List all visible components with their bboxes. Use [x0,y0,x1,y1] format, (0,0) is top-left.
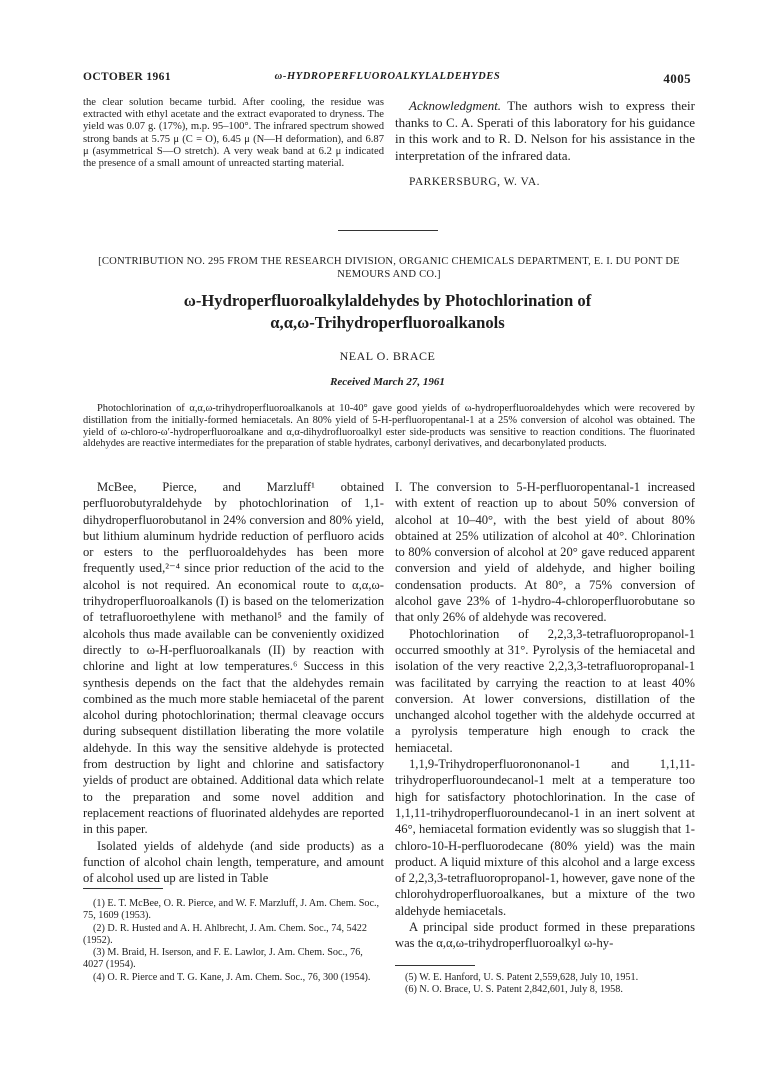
body-paragraph: McBee, Pierce, and Marzluff¹ obtained perfluorobutyraldehyde by photochlorination of 1,1-dihydroperfluorobutanol in 24% conversion and 80% yield, but lithium aluminum hydride reduction of perfluoro acids or esters to the perfluoroaldehydes has been more frequently used,²⁻⁴ since prior reduction of the acid to the alcohol is not required. An economical route to α,α,ω-trihydroperfluoroalkanols (I) is based on the telomerization of tetrafluoroethylene with methanol⁵ and the family of alcohols thus made available can be conveniently oxidized directly to ω-H-perfluoroalkanals (II) by reaction with chlorine and light at low temperatures.⁶ Success in this synthesis depends on the fact that the aldehydes remain combined as the much more stable hemiacetal of the parent alcohol during photochlorination; thermal cleavage occurs during subsequent distillation liberating the more volatile aldehyde. In this way the sensitive aldehyde is protected from destruction by light and chlorine and satisfactory yields of product are obtained. Additional data which relate to the preparation and some novel addition and replacement reactions of fluorinated aldehydes are reported in this paper. [83,480,384,837]
footnote: (1) E. T. McBee, O. R. Pierce, and W. F. Marzluff, J. Am. Chem. Soc., 75, 1609 (1953). [83,898,380,922]
footnote-divider-right [395,965,475,966]
footnotes-right [395,972,695,997]
location-line: PARKERSBURG, W. VA. [409,176,541,189]
acknowledgment-text: The authors wish to express their thanks to C. A. Sperati of this laboratory for his guidance in this work and to R. D. Nelson for his assistance in the interpretation of the infrared data. [395,98,695,163]
footnote: (6) N. O. Brace, U. S. Patent 2,842,601, July 8, 1958. [405,984,623,996]
body-paragraph: Photochlorination of 2,2,3,3-tetrafluoropropanol-1 occurred smoothly at 31°. Pyrolysis of the hemiacetal and isolation of the very reactive 2,2,3,3-tetrafluoropropanal-1 was facilitated by carrying the reaction to at least 40% conversion. At lower conversions, distillation of the unchanged alcohol together with the aldehyde occurred at a pyrolysis temperature high enough to crack the hemiacetal. [395,626,695,755]
body-right-column [395,479,695,952]
previous-article-experimental [83,97,384,170]
article-title-line-1: ω-Hydroperfluoroalkylaldehydes by Photochlorination of [183,291,592,310]
body-paragraph: A principal side product formed in these preparations was the α,α,ω-trihydroperfluoroalkyl ω-hy- [395,920,695,951]
footnote: (5) W. E. Hanford, U. S. Patent 2,559,628, July 10, 1951. [405,972,639,983]
footnote: (2) D. R. Husted and A. H. Ahlbrecht, J. Am. Chem. Soc., 74, 5422 (1952). [83,922,367,946]
contribution-note: [CONTRIBUTION NO. 295 FROM THE RESEARCH DIVISION, ORGANIC CHEMICALS DEPARTMENT, E. I. DU PONT DE NEMOURS AND CO.] [98,256,680,280]
section-divider [338,230,438,231]
experimental-paragraph: the clear solution became turbid. After cooling, the residue was extracted with ethyl acetate and the extract evaporated to dryness. The yield was 0.07 g. (17%), m.p. 95–100°. The infrared spectrum showed strong bands at 5.75 μ (C = O), 6.45 μ (N—H deformation), and 6.87 μ (asymmetrical S—O stretch). A very weak band at 6.2 μ indicated the presence of a small amount of unreacted starting material. [83,97,384,170]
article-title [0,290,775,334]
abstract: Photochlorination of α,α,ω-trihydroperfluoroalkanols at 10-40° gave good yields of ω-hydroperfluoroaldehydes which were recovered by distillation from the initially-formed hemiacetals. An 80% yield of 5-H-perfluoropentanal-1 at a 25% conversion of alcohol was obtained. The yield of ω-chloro-ω′-hydroperfluoroalkane and α,α-dihydrofluoroalkyl ester side-products was sensitive to reaction conditions. The fluorinated aldehydes are reactive intermediates for the preparation of stable hydrates, carbonyl derivatives, and decarbonylated products. [83,403,695,450]
footnote-divider-left [83,888,163,889]
article-title-line-2: α,α,ω-Trihydroperfluoroalkanols [270,313,505,332]
received-date: Received March 27, 1961 [330,376,445,388]
footnote: (3) M. Braid, H. Iserson, and F. E. Lawlor, J. Am. Chem. Soc., 76, 4027 (1954). [83,947,363,971]
body-left-column [83,479,384,886]
page-number: 4005 [663,71,691,86]
acknowledgment-label: Acknowledgment. [409,98,502,113]
running-header-date: OCTOBER 1961 [83,71,171,83]
body-paragraph: 1,1,9-Trihydroperfluorononanol-1 and 1,1,11-trihydroperfluoroundecanol-1 melt at a temperature too high for satisfactory photochlorination. In the case of 1,1,11-trihydroperfluoroundecanol-1 in an inert solvent at 46°, hemiacetal formation evidently was so sluggish that 1-chloro-10-H-perfluorodecane (80% yield) was the main product. A liquid mixture of this alcohol and a large excess of 2,2,3,3-tetrafluoropropanol-1, however, gave none of the chlorohydroperfluoroalkanes, but a mixture of the two aldehyde hemiacetals. [395,757,695,918]
running-header-title: ω-HYDROPERFLUOROALKYLALDEHYDES [274,71,501,82]
body-paragraph: Isolated yields of aldehyde (and side products) as a function of alcohol chain length, temperature, and amount of alcohol used up are listed in Table [83,838,384,886]
footnotes-left [83,898,384,984]
footnote: (4) O. R. Pierce and T. G. Kane, J. Am. Chem. Soc., 76, 300 (1954). [93,971,371,983]
acknowledgment-block [395,98,695,191]
body-paragraph: I. The conversion to 5-H-perfluoropentanal-1 increased with extent of reaction up to about 50% conversion of alcohol at 10–40°, with the best yield of about 80% obtained at 25% utilization of alcohol at 40°. Chlorination to 80% conversion of alcohol at 20° gave reduced apparent conversion and yield of aldehyde, and higher boiling condensation products. At 80°, a 75% conversion of alcohol gave 23% of 1-hydro-4-chloroperfluorobutane so that only 26% of aldehyde was recovered. [395,480,695,625]
author-name: NEAL O. BRACE [339,349,436,363]
